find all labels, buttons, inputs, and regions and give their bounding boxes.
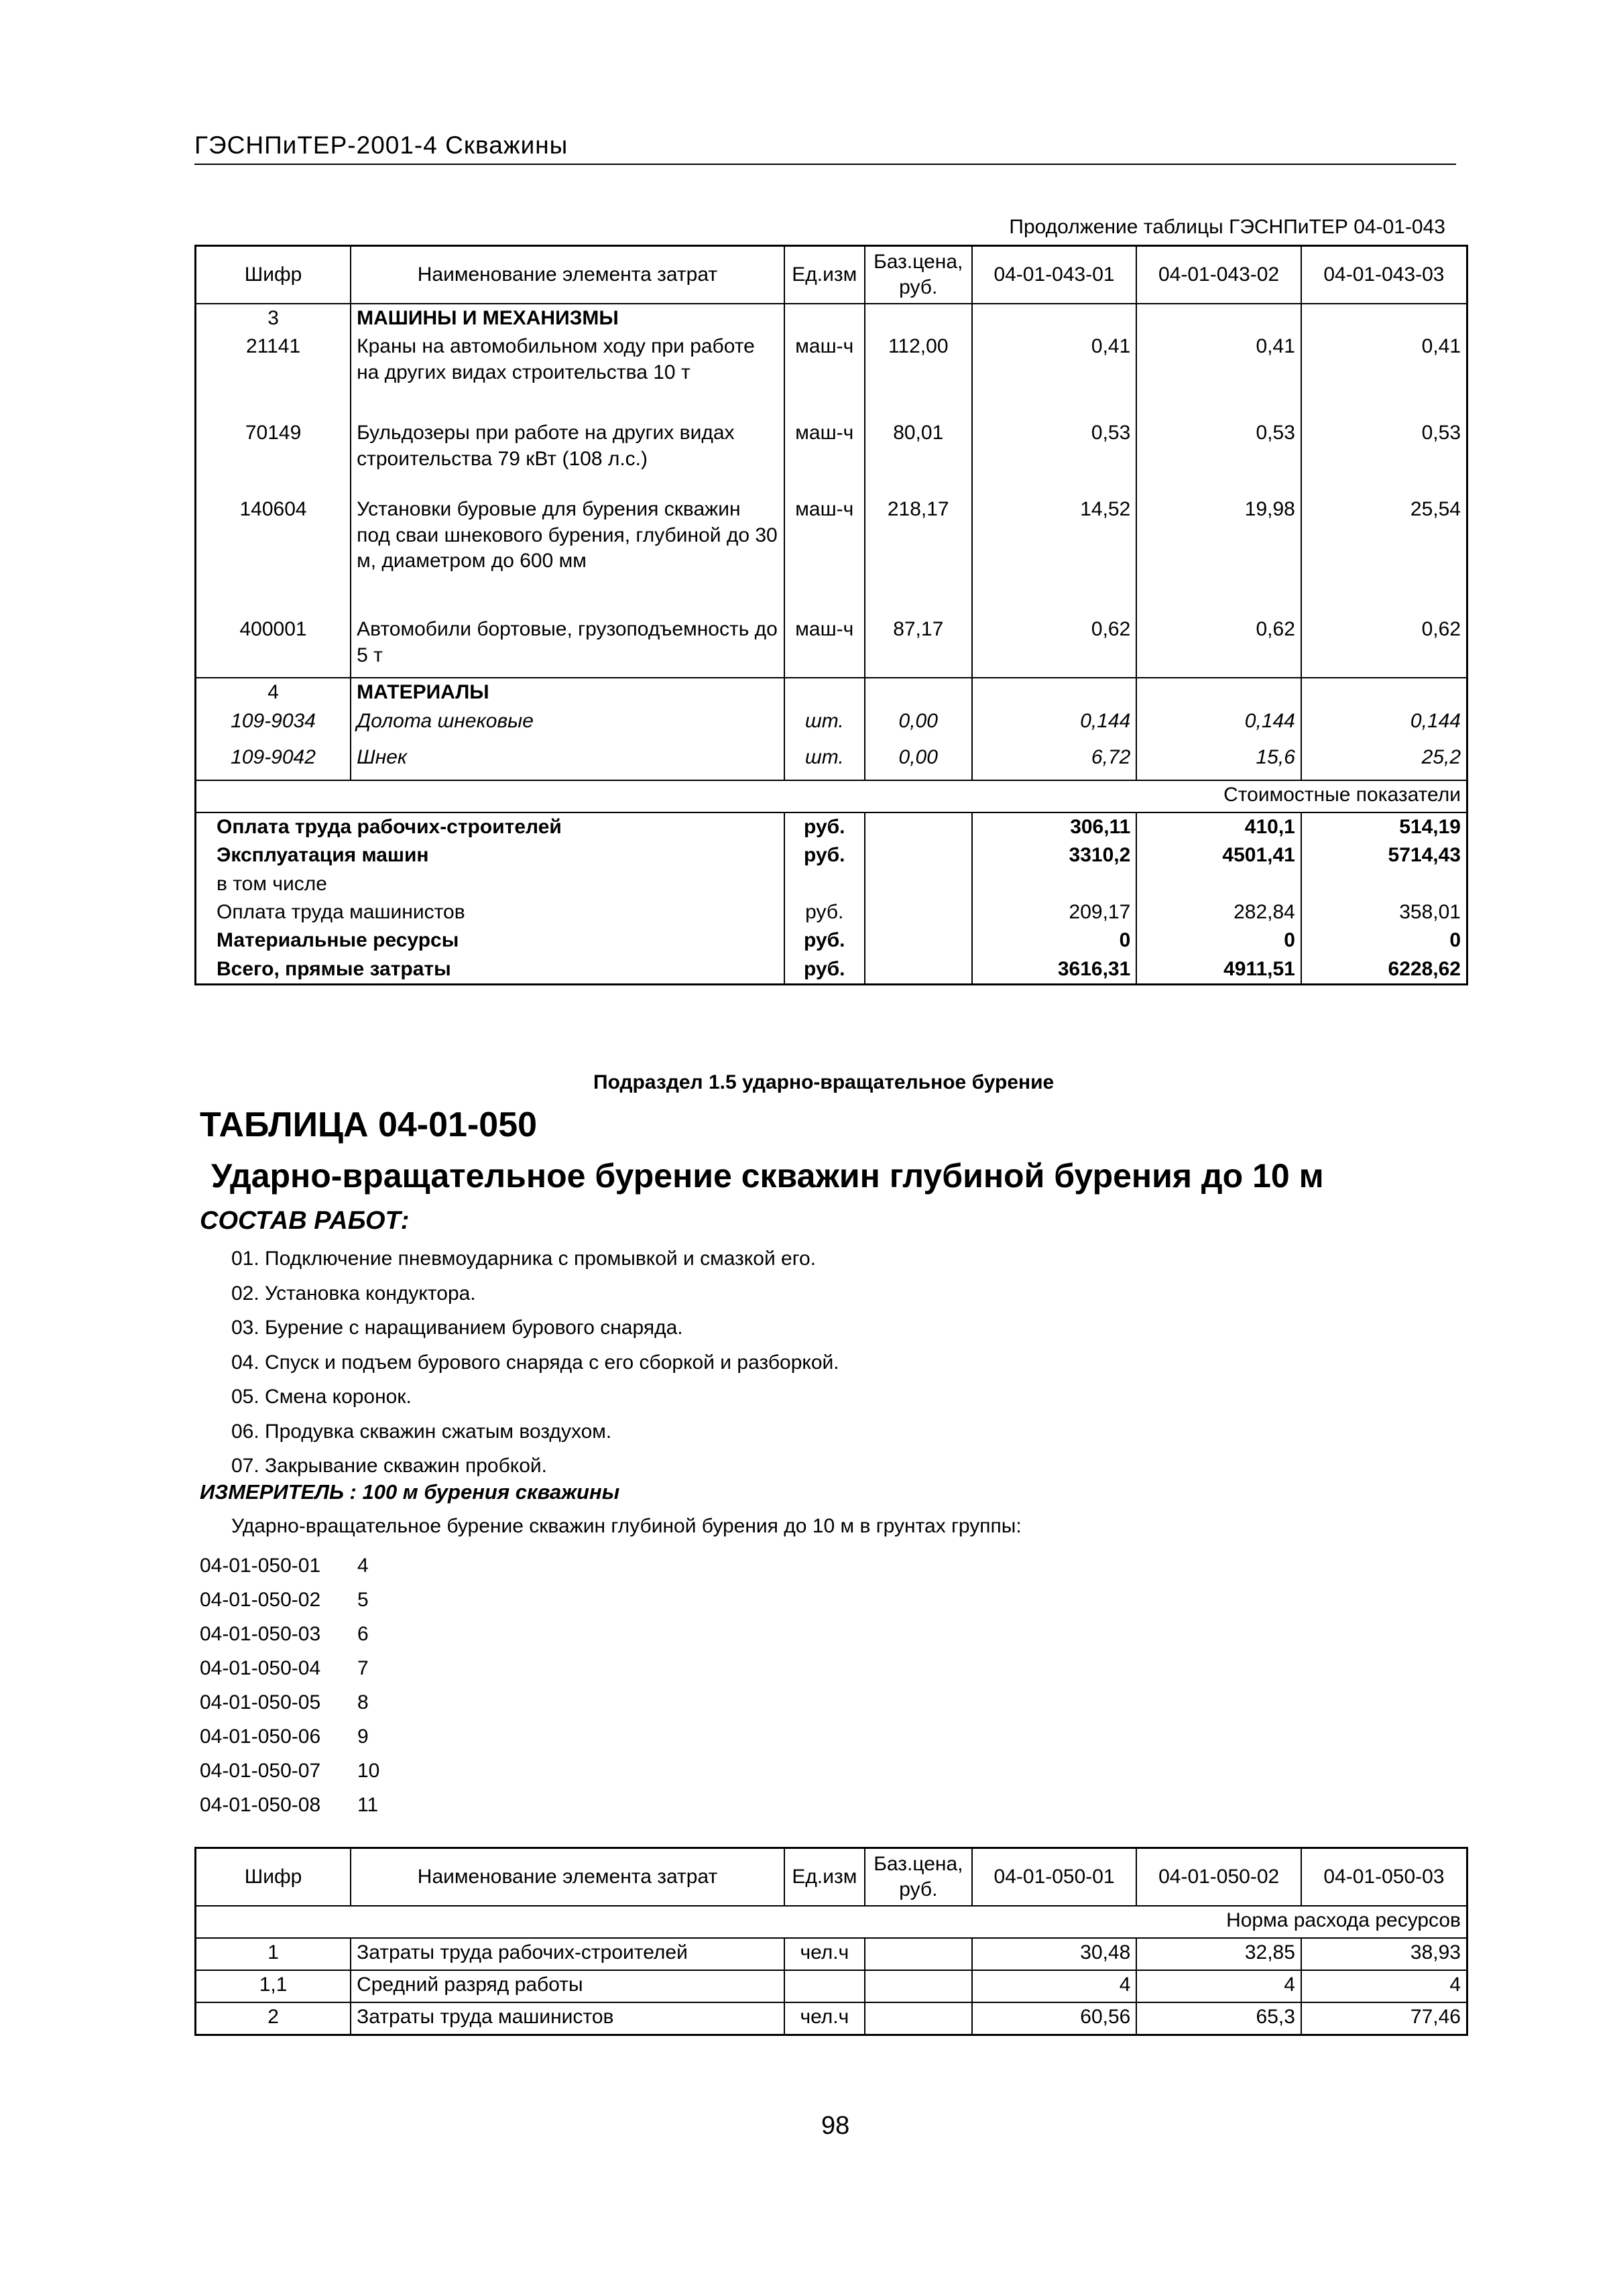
table-043 xyxy=(194,245,1468,985)
col-header: Наименование элемента затрат xyxy=(351,1848,784,1907)
cost-value: 5714,43 xyxy=(1301,841,1467,869)
table-row xyxy=(196,743,1467,780)
row-value: 25,2 xyxy=(1301,743,1467,780)
cost-name: Оплата труда машинистов xyxy=(217,900,465,923)
cost-name: Оплата труда рабочих-строителей xyxy=(217,815,562,838)
row-value: 14,52 xyxy=(972,495,1137,615)
col-header: Ед.изм xyxy=(784,1848,865,1907)
row-code: 1,1 xyxy=(259,1974,288,1996)
table-row xyxy=(196,707,1467,743)
row-value: 0,53 xyxy=(972,419,1137,495)
header-rule xyxy=(194,164,1456,165)
works-heading: СОСТАВ РАБОТ: xyxy=(200,1207,410,1235)
row-value: 38,93 xyxy=(1301,1938,1467,1970)
work-item: 05. Смена коронок. xyxy=(231,1386,412,1408)
cost-value: 0 xyxy=(972,926,1137,955)
code-item xyxy=(200,1719,379,1754)
code-item xyxy=(200,1685,379,1719)
row-name: Установки буровые для бурения скважин под сваи шнекового бурения, глубиной до 30 м, диаметром до 600 мм xyxy=(351,495,784,615)
work-item: 04. Спуск и подъем бурового снаряда с его сборкой и разборкой. xyxy=(231,1351,839,1374)
code-value: 04-01-050-03 xyxy=(200,1623,321,1645)
norm-label: Норма расхода ресурсов xyxy=(1226,1909,1461,1931)
row-value: 0,62 xyxy=(972,615,1137,678)
cost-unit xyxy=(784,870,865,898)
row-price: 87,17 xyxy=(865,615,972,678)
work-item: 03. Бурение с наращиванием бурового снаряда. xyxy=(231,1317,683,1339)
row-price xyxy=(865,1970,972,2002)
row-name: Шнек xyxy=(351,743,784,780)
row-value: 19,98 xyxy=(1136,495,1301,615)
col-header: Ед.изм xyxy=(784,246,865,304)
continuation-label: Продолжение таблицы ГЭСНПиТЕР 04-01-043 xyxy=(1009,216,1445,238)
cost-value xyxy=(1136,870,1301,898)
code-value: 04-01-050-07 xyxy=(200,1760,321,1782)
row-value: 0,62 xyxy=(1136,615,1301,678)
cost-value: 6228,62 xyxy=(1301,955,1467,985)
cost-unit: руб. xyxy=(784,926,865,955)
code-group: 8 xyxy=(357,1691,369,1713)
row-value: 0,41 xyxy=(1136,333,1301,419)
subsection-title: Подраздел 1.5 ударно-вращательное бурение xyxy=(593,1071,1055,1093)
code-group: 11 xyxy=(357,1794,379,1816)
cost-value: 410,1 xyxy=(1136,812,1301,841)
row-unit: маш-ч xyxy=(784,495,865,615)
cost-value: 3616,31 xyxy=(972,955,1137,985)
row-code: 109-9042 xyxy=(231,745,316,768)
row-unit xyxy=(784,1970,865,2002)
cost-row xyxy=(196,812,1467,841)
code-item xyxy=(200,1651,379,1685)
code-value: 04-01-050-05 xyxy=(200,1691,321,1713)
row-value: 60,56 xyxy=(972,2002,1137,2035)
section-row xyxy=(196,304,1467,333)
table-title: ТАБЛИЦА 04-01-050 xyxy=(200,1105,538,1144)
table-row xyxy=(196,419,1467,495)
table-subtitle: Ударно-вращательное бурение скважин глубиной бурения до 10 м xyxy=(211,1157,1324,1195)
cost-unit: руб. xyxy=(784,955,865,985)
row-value: 65,3 xyxy=(1136,2002,1301,2035)
code-item xyxy=(200,1788,379,1822)
cost-name: в том числе xyxy=(217,872,327,895)
row-value: 0,62 xyxy=(1301,615,1467,678)
row-name: Средний разряд работы xyxy=(351,1970,784,2002)
cost-value: 282,84 xyxy=(1136,898,1301,926)
row-code: 140604 xyxy=(239,498,307,521)
row-value: 0,41 xyxy=(1301,333,1467,419)
table-050 xyxy=(194,1847,1468,2036)
cost-unit: руб. xyxy=(784,898,865,926)
cost-unit: руб. xyxy=(784,812,865,841)
code-value: 04-01-050-04 xyxy=(200,1657,321,1679)
row-price: 112,00 xyxy=(865,333,972,419)
col-header: Шифр xyxy=(244,263,302,286)
table-row xyxy=(196,615,1467,678)
row-value: 15,6 xyxy=(1136,743,1301,780)
cost-value: 0 xyxy=(1301,926,1467,955)
row-value: 0,144 xyxy=(972,707,1137,743)
row-price xyxy=(865,2002,972,2035)
code-value: 04-01-050-02 xyxy=(200,1589,321,1611)
cost-value: 0 xyxy=(1136,926,1301,955)
row-unit: чел.ч xyxy=(784,2002,865,2035)
row-value: 4 xyxy=(1136,1970,1301,2002)
cost-value: 209,17 xyxy=(972,898,1137,926)
cost-value: 4911,51 xyxy=(1136,955,1301,985)
row-value: 0,53 xyxy=(1301,419,1467,495)
row-value: 30,48 xyxy=(972,1938,1137,1970)
cost-value: 306,11 xyxy=(972,812,1137,841)
code-group: 5 xyxy=(357,1589,369,1611)
table-header-row xyxy=(196,1848,1467,1907)
cost-row xyxy=(196,955,1467,985)
table-row xyxy=(196,2002,1467,2035)
row-price: 80,01 xyxy=(865,419,972,495)
row-name: Затраты труда рабочих-строителей xyxy=(351,1938,784,1970)
cost-value: 4501,41 xyxy=(1136,841,1301,869)
col-header: 04-01-043-02 xyxy=(1136,246,1301,304)
row-value: 32,85 xyxy=(1136,1938,1301,1970)
row-value: 4 xyxy=(972,1970,1137,2002)
code-item xyxy=(200,1549,379,1583)
code-group: 10 xyxy=(357,1760,380,1782)
code-group: 9 xyxy=(357,1726,369,1748)
row-unit: маш-ч xyxy=(784,615,865,678)
norm-label-row xyxy=(196,1906,1467,1938)
work-item: 02. Установка кондуктора. xyxy=(231,1282,476,1305)
row-price: 0,00 xyxy=(865,743,972,780)
section-row xyxy=(196,678,1467,707)
row-unit: чел.ч xyxy=(784,1938,865,1970)
row-code: 2 xyxy=(267,2006,279,2028)
cost-name: Материальные ресурсы xyxy=(217,929,459,952)
row-price: 0,00 xyxy=(865,707,972,743)
cost-label: Стоимостные показатели xyxy=(196,780,1467,812)
col-header: Шифр xyxy=(244,1865,302,1888)
cost-value: 3310,2 xyxy=(972,841,1137,869)
row-name: Долота шнековые xyxy=(351,707,784,743)
table-row xyxy=(196,1938,1467,1970)
cost-row xyxy=(196,870,1467,898)
row-value: 77,46 xyxy=(1301,2002,1467,2035)
code-group: 7 xyxy=(357,1657,369,1679)
code-value: 04-01-050-01 xyxy=(200,1555,321,1577)
row-unit: маш-ч xyxy=(784,419,865,495)
cost-name: Всего, прямые затраты xyxy=(217,957,451,980)
cost-value xyxy=(1301,870,1467,898)
section-code: 4 xyxy=(267,681,279,704)
row-unit: шт. xyxy=(784,743,865,780)
page-number: 98 xyxy=(821,2112,850,2140)
cost-value: 514,19 xyxy=(1301,812,1467,841)
row-value: 0,144 xyxy=(1301,707,1467,743)
row-price xyxy=(865,1938,972,1970)
row-unit: маш-ч xyxy=(784,333,865,419)
works-list xyxy=(231,1242,839,1484)
code-value: 04-01-050-06 xyxy=(200,1726,321,1748)
section-code: 3 xyxy=(267,307,279,329)
col-header: 04-01-043-03 xyxy=(1301,246,1467,304)
section-name: МАТЕРИАЛЫ xyxy=(351,678,784,707)
cost-row xyxy=(196,926,1467,955)
row-value: 4 xyxy=(1301,1970,1467,2002)
cost-label-row xyxy=(196,780,1467,812)
col-header: 04-01-050-03 xyxy=(1301,1848,1467,1907)
col-header: Наименование элемента затрат xyxy=(351,246,784,304)
table-row xyxy=(196,1970,1467,2002)
col-header: 04-01-050-02 xyxy=(1136,1848,1301,1907)
row-value: 6,72 xyxy=(972,743,1137,780)
measurement-unit: ИЗМЕРИТЕЛЬ : 100 м бурения скважины xyxy=(200,1480,620,1504)
row-name: Автомобили бортовые, грузоподъемность до 5 т xyxy=(351,615,784,678)
row-name: Краны на автомобильном ходу при работе на других видах строительства 10 т xyxy=(351,333,784,419)
code-item xyxy=(200,1754,379,1788)
row-name: Бульдозеры при работе на других видах строительства 79 кВт (108 л.с.) xyxy=(351,419,784,495)
col-header: Баз.цена, руб. xyxy=(865,1848,972,1907)
row-code: 400001 xyxy=(239,618,307,641)
row-code: 70149 xyxy=(245,422,302,444)
running-header: ГЭСНПиТЕР-2001-4 Скважины xyxy=(194,131,568,159)
table-header-row xyxy=(196,246,1467,304)
cost-row xyxy=(196,841,1467,869)
code-item xyxy=(200,1583,379,1617)
code-item xyxy=(200,1617,379,1651)
row-code: 1 xyxy=(267,1941,279,1963)
section-name: МАШИНЫ И МЕХАНИЗМЫ xyxy=(351,304,784,333)
work-item: 07. Закрывание скважин пробкой. xyxy=(231,1455,548,1477)
row-value: 0,41 xyxy=(972,333,1137,419)
cost-value: 358,01 xyxy=(1301,898,1467,926)
code-group: 4 xyxy=(357,1555,369,1577)
row-code: 21141 xyxy=(245,335,301,358)
table-description: Ударно-вращательное бурение скважин глубиной бурения до 10 м в грунтах группы: xyxy=(231,1515,1022,1537)
code-list xyxy=(200,1549,379,1822)
row-code: 109-9034 xyxy=(231,709,316,732)
code-value: 04-01-050-08 xyxy=(200,1794,321,1816)
cost-name: Эксплуатация машин xyxy=(217,844,429,867)
row-value: 25,54 xyxy=(1301,495,1467,615)
cost-unit: руб. xyxy=(784,841,865,869)
col-header: Баз.цена, руб. xyxy=(865,246,972,304)
work-item: 06. Продувка скважин сжатым воздухом. xyxy=(231,1420,612,1443)
cost-row xyxy=(196,898,1467,926)
row-name: Затраты труда машинистов xyxy=(351,2002,784,2035)
work-item: 01. Подключение пневмоударника с промывкой и смазкой его. xyxy=(231,1248,817,1270)
row-value: 0,144 xyxy=(1136,707,1301,743)
row-unit: шт. xyxy=(784,707,865,743)
table-row xyxy=(196,333,1467,419)
col-header: 04-01-050-01 xyxy=(972,1848,1137,1907)
row-price: 218,17 xyxy=(865,495,972,615)
table-row xyxy=(196,495,1467,615)
row-value: 0,53 xyxy=(1136,419,1301,495)
cost-value xyxy=(972,870,1137,898)
col-header: 04-01-043-01 xyxy=(972,246,1137,304)
code-group: 6 xyxy=(357,1623,369,1645)
